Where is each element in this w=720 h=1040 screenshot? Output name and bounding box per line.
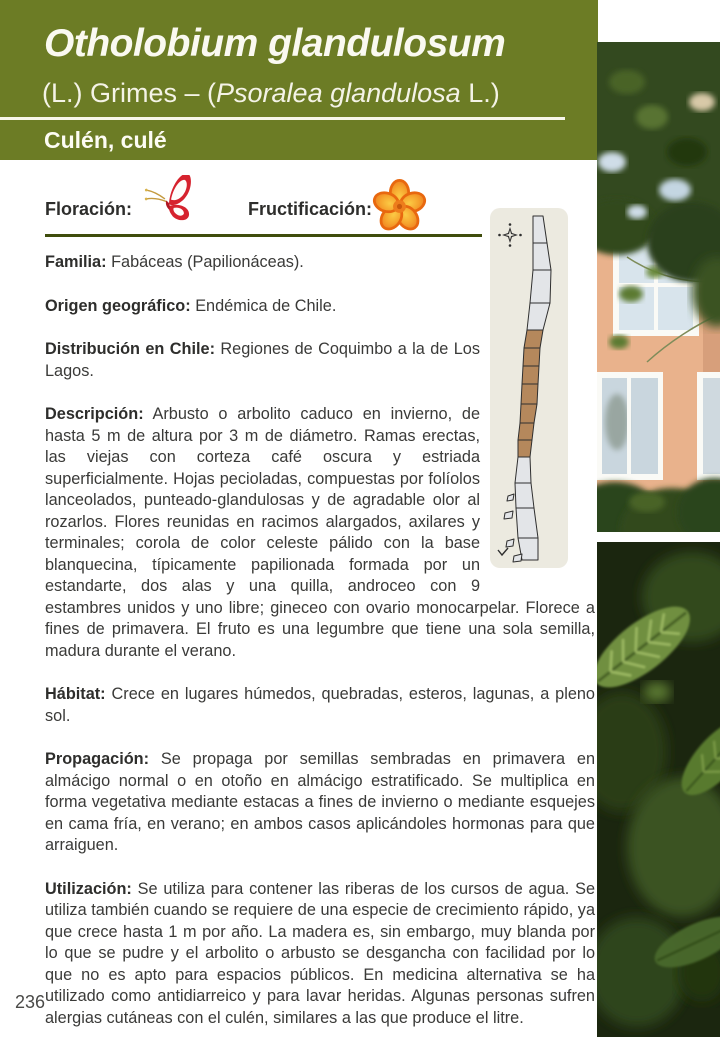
header-divider xyxy=(0,117,565,120)
section-propagacion xyxy=(45,749,595,857)
tree-building-photo-art xyxy=(597,42,720,532)
chile-distribution-map xyxy=(490,208,568,568)
section-label: Origen geográfico: xyxy=(45,296,191,315)
section-text: Crece en lugares húmedos, quebradas, esteros, lagunas, a pleno sol. xyxy=(45,685,595,725)
chile-map-art xyxy=(490,208,568,568)
section-text: Fabáceas (Papilionáceas). xyxy=(111,253,304,271)
species-title: Otholobium glandulosum xyxy=(44,22,506,65)
tree-building-photo xyxy=(597,42,720,532)
section-habitat xyxy=(45,684,595,727)
common-names: Culén, culé xyxy=(44,127,167,153)
flower-icon xyxy=(372,179,427,234)
compass-icon xyxy=(498,223,522,247)
section-label: Propagación: xyxy=(45,750,150,768)
section-label: Descripción: xyxy=(45,405,144,423)
section-label: Utilización: xyxy=(45,879,132,898)
page-number: 236 xyxy=(15,992,46,1012)
section-text: Se utiliza para contener las riberas de los cursos de agua. Se utiliza también cuando se requiere de una especie de crecimiento rápido, ya que crece hasta 1 m por año. La madera es, sin embargo, muy blanda por lo que se pudre y el arbolito o arbusto se desgancha con facilidad por lo que no es apto para espacios públicos. En medicina alternativa se ha utilizado como antidiarreico y para lavar heridas. Algunas personas sufren alergias cutáneas con el culén, similares a las que produce el litre. xyxy=(45,879,595,1027)
synonym-name: Psoralea glandulosa xyxy=(216,78,461,108)
authority-suffix: L.) xyxy=(460,78,500,108)
section-text: Se propaga por semillas sembradas en primavera en almácigo normal o en otoño en almácigo estratificado. Se multiplica en forma vegetativa mediante estacas a fines de invierno o mediante esquejes en cama fría, en verano; en ambos casos aplicándoles hormonas para que arraiguen. xyxy=(45,750,595,854)
fruiting-label: Fructificación: xyxy=(248,199,373,219)
species-header xyxy=(0,0,598,160)
section-label: Distribución en Chile: xyxy=(45,340,215,358)
section-text: Arbusto o arbolito caduco en invierno, de hasta 5 m de altura por 3 m de diámetro. Ramas erectas, las viejas con corteza café oscura y estriada superficialmente. Hojas pecioladas, compuestas por folíolos lanceolados, punteado-glandulosas y de agradable olor al rozarlos. Flores reunidas en racimos alargados, axilares y terminales; corola de color celeste pálido con la base blanquecina, típicamente papilionada formada por un estandarte, dos alas y una quilla, androceo con 9 estambres unidos y uno libre; gineceo con ovario monocarpelar. Florece a fines de primavera. El fruto es una legumbre que tiene una sola semilla, madura durante el verano. xyxy=(45,405,595,660)
phenology-divider xyxy=(45,234,482,237)
section-text: Endémica de Chile. xyxy=(195,296,337,315)
flowering-label: Floración: xyxy=(45,199,133,219)
butterfly-icon xyxy=(140,175,198,233)
authority-prefix: (L.) Grimes – ( xyxy=(42,78,217,108)
leaves-photo-art xyxy=(597,542,720,1037)
section-utilizacion xyxy=(45,879,595,1030)
species-authority xyxy=(42,78,582,109)
leaves-photo xyxy=(597,542,720,1037)
section-label: Hábitat: xyxy=(45,685,106,703)
section-text: Regiones de Coquimbo a la de Los Lagos. xyxy=(45,340,480,380)
section-label: Familia: xyxy=(45,253,107,271)
